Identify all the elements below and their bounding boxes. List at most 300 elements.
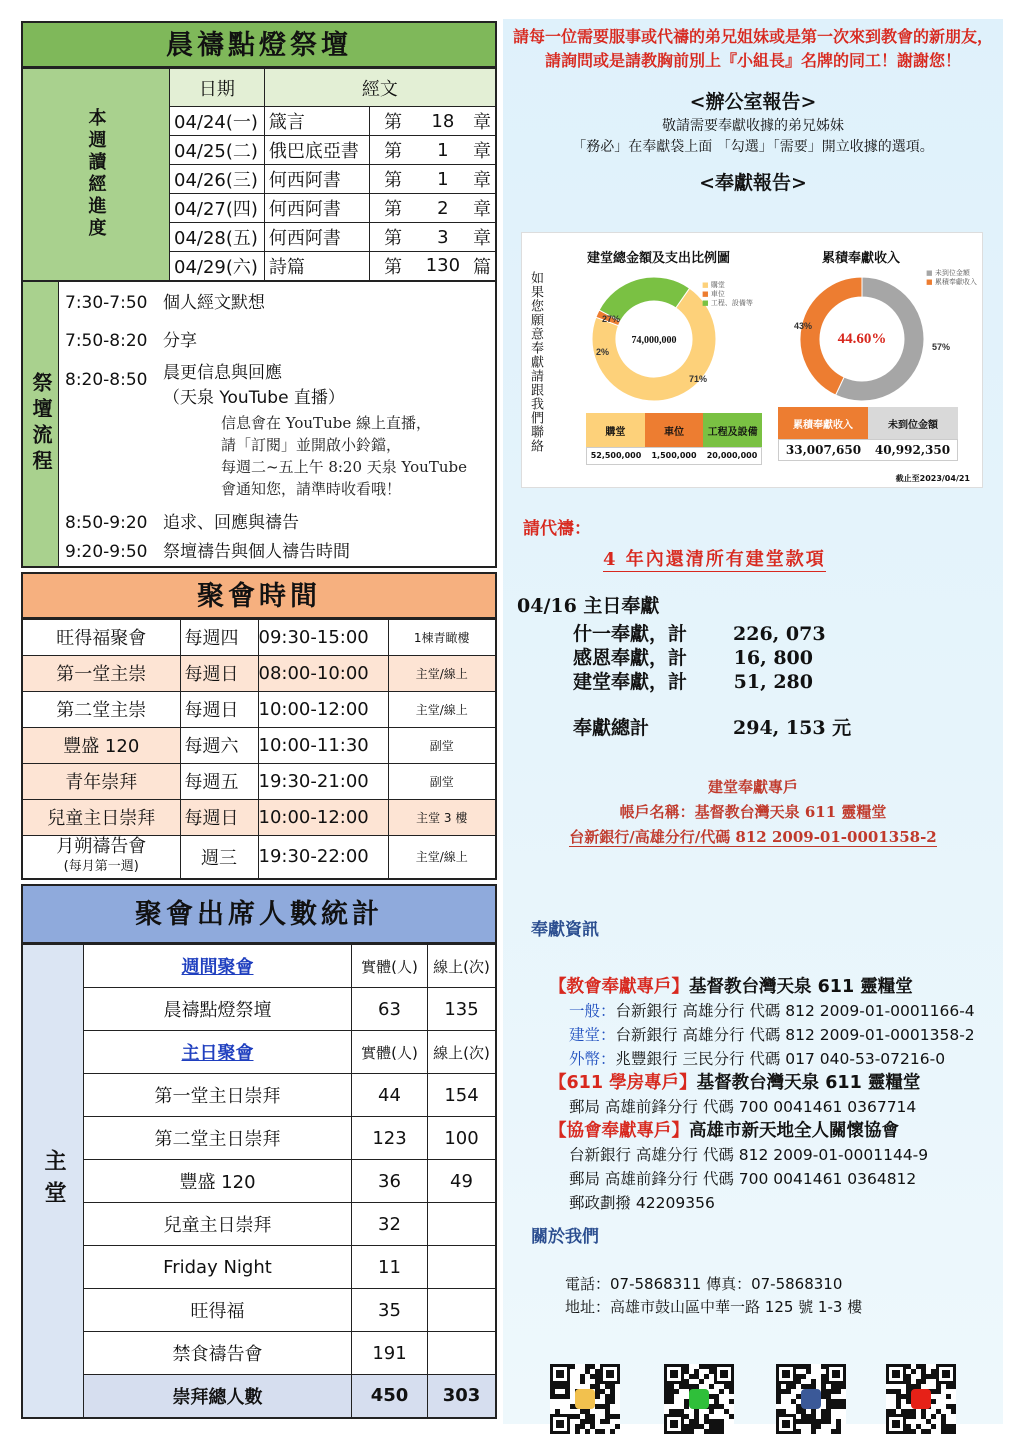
qr-module	[615, 1424, 620, 1429]
qr-module	[886, 1389, 891, 1394]
qr-module	[694, 1409, 699, 1414]
qr-module	[941, 1414, 946, 1419]
qr-module	[575, 1429, 580, 1434]
building-table: 購堂 車位 工程及設備 52,500,000 1,500,000 20,000,000	[586, 413, 762, 465]
attendance-title: 聚會出席人數統計	[21, 884, 497, 944]
meeting-row: 兒童主日崇拜 每週日 10:00-12:00 主堂 3 樓	[22, 799, 496, 835]
prayer-request: 請代禱： 4 年內還清所有建堂款項	[523, 519, 826, 570]
qr-module	[941, 1429, 946, 1434]
weekday-meetings-link[interactable]: 週間聚會	[181, 957, 254, 978]
qr-module	[694, 1374, 699, 1379]
qr-module	[841, 1384, 846, 1389]
qr-module	[709, 1364, 714, 1369]
qr-center-logo	[801, 1389, 821, 1409]
col-scripture: 經文	[264, 69, 496, 107]
qr-module	[921, 1429, 926, 1434]
legend-item: ■ 未到位金額	[926, 269, 970, 277]
qr-module	[831, 1404, 836, 1409]
qr-module	[600, 1389, 605, 1394]
qr-module	[776, 1409, 781, 1414]
qr-module	[916, 1379, 921, 1384]
qr-module	[704, 1364, 709, 1369]
qr-module	[796, 1374, 801, 1379]
qr-module	[704, 1429, 709, 1434]
meeting-row: 第一堂主崇 每週日 08:00-10:00 主堂/線上	[22, 655, 496, 691]
meeting-table	[21, 619, 497, 881]
facebook-qr-icon[interactable]	[776, 1364, 846, 1434]
qr-module	[931, 1414, 936, 1419]
qr-module	[796, 1429, 801, 1434]
qr-module	[811, 1379, 816, 1384]
qr-module	[836, 1399, 841, 1404]
qr-module	[570, 1414, 575, 1419]
qr-center-logo	[689, 1389, 709, 1409]
qr-module	[605, 1419, 610, 1424]
qr-module	[590, 1414, 595, 1419]
qr-module	[714, 1424, 719, 1429]
qr-module	[906, 1364, 911, 1369]
qr-module	[801, 1409, 806, 1414]
offering-line: 什一奉獻，計 226, 073	[573, 623, 826, 645]
qr-module	[836, 1404, 841, 1409]
qr-module	[590, 1364, 595, 1369]
meeting-row: 第二堂主崇 每週日 10:00-12:00 主堂/線上	[22, 691, 496, 727]
offering-report-title: <奉獻報告>	[699, 172, 807, 194]
qr-module	[911, 1384, 916, 1389]
qr-module	[664, 1399, 669, 1404]
qr-module	[724, 1384, 729, 1389]
legend-item: ■ 車位	[702, 290, 725, 298]
qr-module	[689, 1384, 694, 1389]
qr-module	[906, 1384, 911, 1389]
qr-module	[689, 1424, 694, 1429]
qr-module	[801, 1364, 806, 1369]
qr-module	[891, 1409, 896, 1414]
sunday-meetings-link[interactable]: 主日聚會	[181, 1043, 254, 1064]
qr-module	[709, 1419, 714, 1424]
qr-module	[719, 1419, 724, 1424]
qr-module	[729, 1389, 734, 1394]
qr-module	[926, 1429, 931, 1434]
flow-sub: （天泉 YouTube 直播）	[163, 387, 345, 408]
qr-module	[684, 1369, 689, 1374]
meeting-row: 青年崇拜 每週五 19:30-21:00 副堂	[22, 763, 496, 799]
qr-finder	[556, 1370, 564, 1378]
qr-module	[565, 1389, 570, 1394]
qr-module	[896, 1399, 901, 1404]
qr-module	[831, 1399, 836, 1404]
qr-finder	[556, 1420, 564, 1428]
qr-module	[796, 1394, 801, 1399]
qr-module	[575, 1414, 580, 1419]
offering-line: 建堂奉獻，計 51, 280	[573, 671, 813, 693]
qr-module	[605, 1404, 610, 1409]
qr-module	[946, 1394, 951, 1399]
qr-module	[729, 1384, 734, 1389]
qr-module	[831, 1429, 836, 1434]
qr-module	[821, 1419, 826, 1424]
qr-module	[684, 1414, 689, 1419]
qr-module	[831, 1384, 836, 1389]
qr-module	[921, 1379, 926, 1384]
qr-module	[796, 1404, 801, 1409]
qr-module	[610, 1399, 615, 1404]
qr-module	[806, 1369, 811, 1374]
qr-module	[585, 1429, 590, 1434]
qr-module	[781, 1409, 786, 1414]
qr-module	[836, 1429, 841, 1434]
qr-module	[776, 1399, 781, 1404]
qr-module	[921, 1409, 926, 1414]
attendance-row: 豐盛 120 36 49	[22, 1160, 496, 1203]
qr-module	[595, 1369, 600, 1374]
qr-module	[806, 1384, 811, 1389]
slice-label: 71%	[689, 374, 708, 384]
attendance-row: 兒童主日崇拜 32	[22, 1203, 496, 1246]
qr-module	[610, 1389, 615, 1394]
intro-text: 請每一位需要服事或代禱的弟兄姐妹或是第一次來到教會的新朋友，請詢問或是請教胸前別上『小組長』名牌的同工！謝謝您！	[513, 27, 994, 70]
qr-module	[605, 1399, 610, 1404]
building-account: 建堂奉獻專戶 帳戶名稱：基督教台灣天泉 611 靈糧堂 台新銀行/高雄分行/代碼 812 2009-01-0001358-2	[569, 778, 937, 846]
qr-module	[926, 1374, 931, 1379]
qr-module	[901, 1394, 906, 1399]
qr-module	[585, 1369, 590, 1374]
qr-module	[585, 1414, 590, 1419]
qr-module	[719, 1429, 724, 1434]
offering-total: 奉獻總計 294, 153 元	[573, 717, 852, 739]
qr-module	[951, 1424, 956, 1429]
qr-module	[786, 1384, 791, 1389]
attendance-side-label: 主堂	[22, 945, 84, 1418]
qr-module	[694, 1424, 699, 1429]
qr-module	[709, 1429, 714, 1434]
center-label: 74,000,000	[631, 335, 677, 346]
qr-module	[951, 1384, 956, 1389]
qr-module	[826, 1409, 831, 1414]
qr-module	[555, 1409, 560, 1414]
qr-module	[951, 1404, 956, 1409]
about-us-label: 關於我們	[531, 1227, 599, 1247]
chart-date-note: 截止至2023/04/21	[895, 474, 970, 483]
qr-module	[709, 1424, 714, 1429]
qr-module	[831, 1389, 836, 1394]
qr-module	[906, 1409, 911, 1414]
qr-module	[585, 1364, 590, 1369]
qr-module	[821, 1379, 826, 1384]
qr-module	[550, 1384, 555, 1389]
account-line: 郵政劃撥 42209356	[569, 1194, 715, 1212]
qr-module	[931, 1369, 936, 1374]
qr-module	[806, 1364, 811, 1369]
legend-item: ■ 工程、設備等	[702, 299, 753, 307]
youtube-qr-icon[interactable]	[886, 1364, 956, 1434]
attendance-row: 旺得福 35	[22, 1289, 496, 1332]
qr-module	[911, 1414, 916, 1419]
qr-module	[679, 1409, 684, 1414]
qr-module	[689, 1429, 694, 1434]
qr-module	[921, 1369, 926, 1374]
qr-module	[694, 1369, 699, 1374]
left-column	[21, 21, 497, 1419]
office-report-line: 敬請需要奉獻收據的弟兄姊妹	[662, 118, 844, 134]
attendance-row: 第二堂主日崇拜 123 100	[22, 1117, 496, 1160]
sunday-offering: 04/16 主日奉獻 什一奉獻，計 226, 073 感恩奉獻，計 16, 800 建堂奉獻，計 51, 280 奉獻總計 294, 153 元	[517, 595, 852, 739]
qr-module	[565, 1384, 570, 1389]
qr-module	[580, 1379, 585, 1384]
account-line: 郵局 高雄前鋒分行 代碼 700 0041461 0364812	[569, 1170, 917, 1188]
qr-module	[826, 1419, 831, 1424]
slice-label: 27%	[602, 314, 621, 324]
qr-module	[580, 1419, 585, 1424]
qr-module	[704, 1419, 709, 1424]
qr-module	[931, 1389, 936, 1394]
qr-module	[931, 1424, 936, 1429]
qr-module	[801, 1384, 806, 1389]
qr-module	[669, 1399, 674, 1404]
address: 地址：高雄市鼓山區中華一路 125 號 1-3 樓	[565, 1298, 863, 1316]
reading-row: 04/25(二) 俄巴底亞書 第 1 章	[22, 136, 496, 165]
center-label: 44.60%	[837, 331, 887, 347]
qr-module	[941, 1419, 946, 1424]
qr-module	[724, 1409, 729, 1414]
qr-module	[555, 1394, 560, 1399]
qr-module	[801, 1374, 806, 1379]
altar-flow	[21, 282, 497, 568]
qr-codes	[503, 1364, 1003, 1434]
pie-chart-offering	[782, 267, 982, 407]
qr-module	[796, 1379, 801, 1384]
qr-finder	[782, 1370, 790, 1378]
qr-module	[590, 1384, 595, 1389]
qr-module	[709, 1409, 714, 1414]
qr-module	[946, 1404, 951, 1409]
meeting-row: 旺得福聚會 每週四 09:30-15:00 1棟青瞰樓	[22, 619, 496, 655]
flow-row: 8:20-8:50 晨更信息與回應 （天泉 YouTube 直播）	[65, 362, 345, 408]
qr-module	[936, 1409, 941, 1414]
qr-module	[906, 1379, 911, 1384]
qr-module	[684, 1399, 689, 1404]
qr-module	[714, 1404, 719, 1409]
qr-module	[921, 1414, 926, 1419]
qr-module	[694, 1419, 699, 1424]
qr-finder	[670, 1420, 678, 1428]
qr-module	[550, 1394, 555, 1399]
qr-module	[595, 1379, 600, 1384]
right-column	[503, 19, 1003, 1424]
qr-module	[826, 1394, 831, 1399]
qr-module	[684, 1379, 689, 1384]
qr-module	[821, 1364, 826, 1369]
meeting-row: 月朔禱告會 (每月第一週) 週三 19:30-22:00 主堂/線上	[22, 835, 496, 879]
qr-module	[674, 1389, 679, 1394]
qr-module	[580, 1409, 585, 1414]
qr-module	[570, 1404, 575, 1409]
attendance-row: 晨禱點燈祭壇 63 135	[22, 988, 496, 1031]
qr-module	[565, 1394, 570, 1399]
qr-module	[921, 1374, 926, 1379]
qr-module	[826, 1389, 831, 1394]
qr-module	[816, 1424, 821, 1429]
qr-module	[610, 1384, 615, 1389]
reading-table	[21, 68, 497, 282]
qr-module	[821, 1409, 826, 1414]
flow-row: 8:50-9:20 追求、回應與禱告	[65, 512, 299, 533]
qr-module	[911, 1369, 916, 1374]
qr-module	[951, 1429, 956, 1434]
qr-module	[811, 1419, 816, 1424]
qr-module	[729, 1414, 734, 1419]
qr-module	[714, 1399, 719, 1404]
qr-module	[781, 1389, 786, 1394]
qr-module	[699, 1424, 704, 1429]
qr-module	[946, 1429, 951, 1434]
qr-module	[580, 1374, 585, 1379]
account-line: 建堂：台新銀行 高雄分行 代碼 812 2009-01-0001358-2	[569, 1026, 975, 1044]
qr-finder	[720, 1370, 728, 1378]
qr-module	[806, 1419, 811, 1424]
contact-info	[565, 1273, 862, 1319]
qr-module	[896, 1404, 901, 1409]
qr-module	[595, 1389, 600, 1394]
qr-module	[694, 1414, 699, 1419]
legend-item: ■ 購堂	[702, 281, 725, 289]
account-line: 外幣：兆豐銀行 三民分行 代碼 017 040-53-07216-0	[569, 1050, 946, 1068]
qr-module	[891, 1389, 896, 1394]
qr-finder	[942, 1370, 950, 1378]
qr-module	[821, 1374, 826, 1379]
qr-module	[896, 1394, 901, 1399]
qr-module	[801, 1419, 806, 1424]
qr-module	[699, 1364, 704, 1369]
qr-module	[906, 1414, 911, 1419]
slice-label: 57%	[932, 342, 951, 352]
reading-row: 04/24(一) 箴言 第 18 章	[22, 107, 496, 136]
qr-module	[931, 1374, 936, 1379]
qr-module	[936, 1384, 941, 1389]
qr-module	[916, 1424, 921, 1429]
line-qr-icon[interactable]	[664, 1364, 734, 1434]
qr-module	[595, 1394, 600, 1399]
qr-module	[590, 1419, 595, 1424]
qr-module	[906, 1389, 911, 1394]
meeting-title: 聚會時間	[21, 572, 497, 619]
qr-module	[801, 1414, 806, 1419]
qr-module	[776, 1389, 781, 1394]
qr-module	[811, 1409, 816, 1414]
qr-module	[776, 1394, 781, 1399]
qr-module	[796, 1364, 801, 1369]
qr-module	[896, 1389, 901, 1394]
qr-module	[560, 1384, 565, 1389]
reading-row: 04/28(五) 何西阿書 第 3 章	[22, 223, 496, 252]
qr-module	[600, 1429, 605, 1434]
qr-module	[816, 1419, 821, 1424]
qr-module	[946, 1424, 951, 1429]
qr-module	[821, 1384, 826, 1389]
account-line: 一般：台新銀行 高雄分行 代碼 812 2009-01-0001166-4	[569, 1002, 975, 1020]
qr-module	[906, 1374, 911, 1379]
qr-module	[811, 1429, 816, 1434]
qr-module	[669, 1409, 674, 1414]
offering-info-label: 奉獻資訊	[531, 920, 599, 940]
legend-item: ■ 累積奉獻收入	[926, 278, 977, 286]
qr-module	[595, 1404, 600, 1409]
qr-module	[600, 1404, 605, 1409]
qr-module	[615, 1414, 620, 1419]
qr-module	[826, 1404, 831, 1409]
attendance-table: 主堂 週間聚會 實體(人) 線上(次) 晨禱點燈祭壇 63 135 主日聚會 實體(人) 線上(次) 第一堂主日崇拜 44 154 第二堂主日崇拜 123 100 豐盛 120 36 49 兒童主日崇拜 32 Friday Night 11 旺得福 35 禁食禱告會 191 崇拜總人數 450 303	[21, 944, 497, 1419]
attendance-total-row: 崇拜總人數 450 303	[22, 1375, 496, 1418]
qr-module	[841, 1399, 846, 1404]
account-line: 郵局 高雄前鋒分行 代碼 700 0041461 0367714	[569, 1098, 917, 1116]
qr-module	[669, 1389, 674, 1394]
qr-module	[575, 1424, 580, 1429]
qr-module	[605, 1414, 610, 1419]
schedule-title: 晨禱點燈祭壇	[21, 21, 497, 68]
qr-module	[605, 1394, 610, 1399]
qr-module	[664, 1389, 669, 1394]
qr-module	[704, 1374, 709, 1379]
qr-module	[699, 1379, 704, 1384]
chart-side-text: 如果您願意奉獻請跟我們聯絡	[528, 271, 543, 453]
flow-row: 7:50-8:20 分享	[65, 330, 197, 351]
qr-module	[684, 1424, 689, 1429]
qr-module	[674, 1409, 679, 1414]
qr-module	[684, 1429, 689, 1434]
qr-finder	[606, 1370, 614, 1378]
qr-module	[679, 1384, 684, 1389]
qr-module	[791, 1384, 796, 1389]
attendance-row: 第一堂主日崇拜 44 154	[22, 1074, 496, 1117]
qr-finder	[892, 1370, 900, 1378]
qr-module	[704, 1414, 709, 1419]
qr-module	[931, 1399, 936, 1404]
qr-module	[664, 1394, 669, 1399]
qr-module	[791, 1399, 796, 1404]
qr-module	[811, 1424, 816, 1429]
qr-module	[936, 1389, 941, 1394]
qr-module	[555, 1384, 560, 1389]
website-qr-icon[interactable]	[550, 1364, 620, 1434]
qr-module	[709, 1404, 714, 1409]
qr-module	[916, 1384, 921, 1389]
qr-module	[911, 1429, 916, 1434]
qr-module	[836, 1419, 841, 1424]
qr-module	[600, 1419, 605, 1424]
qr-module	[610, 1429, 615, 1434]
qr-module	[684, 1384, 689, 1389]
qr-module	[610, 1414, 615, 1419]
qr-module	[595, 1384, 600, 1389]
slice-label: 2%	[596, 347, 610, 357]
qr-finder	[892, 1420, 900, 1428]
qr-module	[821, 1414, 826, 1419]
qr-module	[821, 1394, 826, 1399]
qr-module	[921, 1364, 926, 1369]
qr-module	[911, 1409, 916, 1414]
qr-module	[906, 1424, 911, 1429]
offering-line: 感恩奉獻，計 16, 800	[573, 647, 813, 669]
qr-module	[694, 1384, 699, 1389]
qr-module	[719, 1424, 724, 1429]
pie1-legend	[702, 281, 753, 308]
qr-module	[669, 1394, 674, 1399]
qr-module	[669, 1384, 674, 1389]
qr-module	[689, 1419, 694, 1424]
qr-module	[595, 1429, 600, 1434]
qr-module	[605, 1384, 610, 1389]
qr-module	[826, 1414, 831, 1419]
